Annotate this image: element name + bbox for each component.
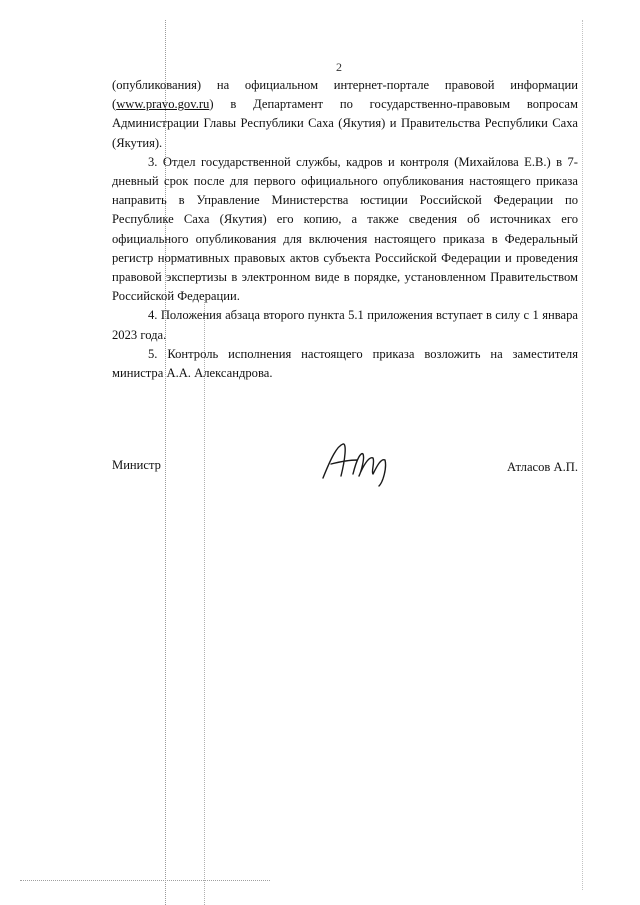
pravo-link[interactable]: www.pravo.gov.ru	[116, 97, 210, 112]
scan-fold-line	[204, 300, 205, 905]
paragraph-text: ) в Департамент по государственно-правовым вопросам Администрации Главы Республики Саха (Якутия) и Правительства Республики Саха (Якутия).	[112, 97, 578, 150]
signatory-name: Атласов А.П.	[507, 460, 578, 474]
scan-fold-line	[582, 20, 583, 890]
paragraph-item-3: 3. Отдел государственной службы, кадров и контроля (Михайлова Е.В.) в 7-дневный срок после для первого официального опубликования настоящего приказа направить в Управление Министерства юстиции Российской Федерации по Республике Саха (Якутия) его копию, а также сведения об источниках его официального опубликования для включения настоящего приказа в Федеральный регистр нормативных правовых актов субъекта Российской Федерации и проведения правовой экспертизы в электронном виде в порядке, установленном Правительством Российской Федерации.	[112, 154, 578, 304]
document-body	[112, 76, 578, 383]
paragraph-text: (опубликования) на официальном интернет-портале правовой информации (	[112, 78, 578, 112]
handwritten-signature	[317, 438, 397, 488]
page-number: 2	[336, 60, 342, 74]
paragraph-item-4: 4. Положения абзаца второго пункта 5.1 приложения вступает в силу с 1 январа 2023 года.	[112, 308, 578, 342]
paragraph-publication	[112, 76, 578, 153]
signatory-title: Министр	[112, 458, 161, 472]
paragraph-item-5: 5. Контроль исполнения настоящего приказа возложить на заместителя министра А.А. Александрова.	[112, 346, 578, 381]
scan-fold-line	[20, 880, 270, 881]
signature-block	[112, 438, 578, 498]
